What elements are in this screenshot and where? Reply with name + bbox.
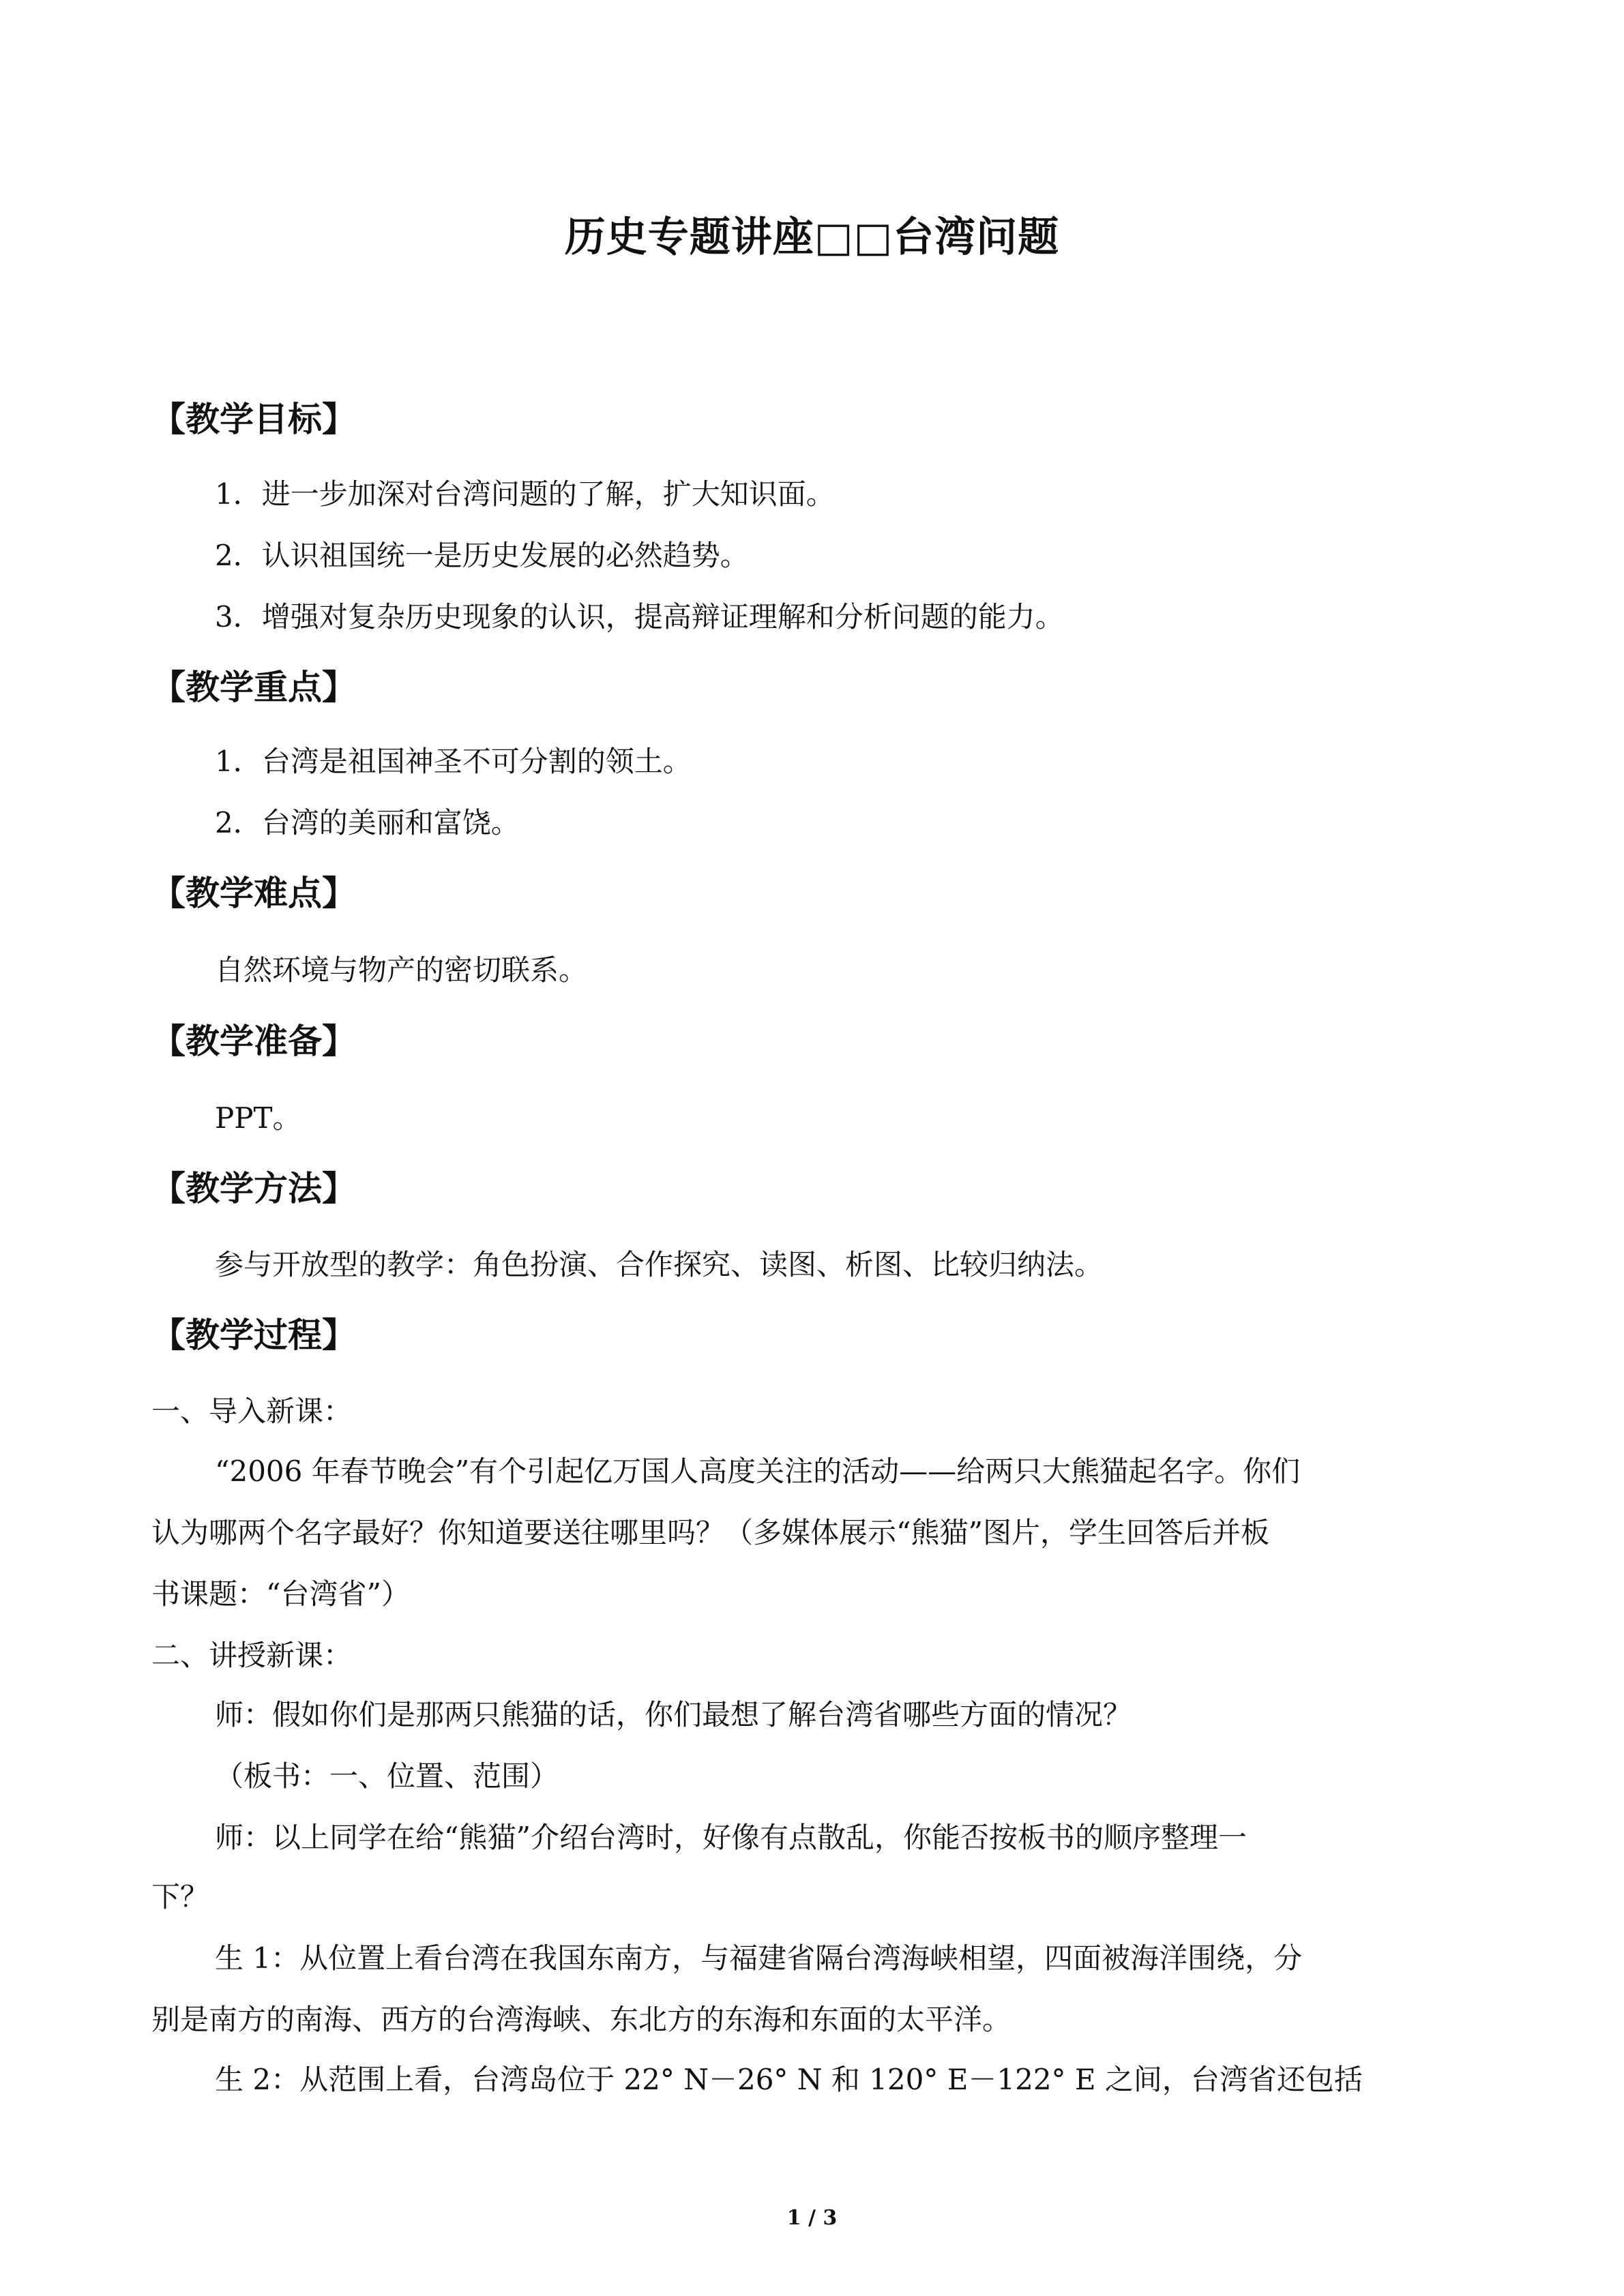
- key-point-item-1: 1．台湾是祖国神圣不可分割的领土。: [215, 745, 692, 778]
- methods-text: 参与开放型的教学：角色扮演、合作探究、读图、析图、比较归纳法。: [215, 1248, 1104, 1281]
- process-line-10: 生 1：从位置上看台湾在我国东南方，与福建省隔台湾海峡相望，四面被海洋围绕，分: [215, 1941, 1303, 1975]
- process-line-4: 书课题：“台湾省”）: [151, 1577, 410, 1611]
- process-line-1: 一、导入新课：: [151, 1395, 353, 1428]
- objective-item-2: 2．认识祖国统一是历史发展的必然趋势。: [215, 539, 749, 572]
- process-line-6: 师：假如你们是那两只熊猫的话，你们最想了解台湾省哪些方面的情况？: [215, 1698, 1132, 1731]
- objective-item-1: 1．进一步加深对台湾问题的了解，扩大知识面。: [215, 477, 835, 511]
- objective-item-3: 3．增强对复杂历史现象的认识，提高辩证理解和分析问题的能力。: [215, 600, 1064, 633]
- process-line-9: 下？: [151, 1880, 209, 1913]
- page-number: 1 / 3: [786, 2206, 838, 2230]
- process-line-7: （板书：一、位置、范围）: [215, 1759, 559, 1793]
- section-heading-difficulties: 【教学难点】: [151, 874, 356, 913]
- process-line-3: 认为哪两个名字最好？你知道要送往哪里吗？（多媒体展示“熊猫”图片，学生回答后并板: [151, 1516, 1269, 1549]
- process-line-12: 生 2：从范围上看，台湾岛位于 22° N－26° N 和 120° E－122° E 之间，台湾省还包括: [215, 2063, 1363, 2096]
- section-heading-key-points: 【教学重点】: [151, 668, 356, 707]
- process-line-5: 二、讲授新课：: [151, 1639, 353, 1672]
- section-heading-preparation: 【教学准备】: [151, 1022, 356, 1061]
- section-heading-objectives: 【教学目标】: [151, 400, 356, 439]
- section-heading-process: 【教学过程】: [151, 1315, 356, 1355]
- section-heading-methods: 【教学方法】: [151, 1169, 356, 1208]
- key-point-item-2: 2．台湾的美丽和富饶。: [215, 806, 520, 839]
- process-line-2: “2006 年春节晚会”有个引起亿万国人高度关注的活动——给两只大熊猫起名字。你们: [215, 1455, 1301, 1488]
- page-title: 历史专题讲座□□台湾问题: [564, 213, 1060, 261]
- process-line-8: 师：以上同学在给“熊猫”介绍台湾时，好像有点散乱，你能否按板书的顺序整理一: [215, 1821, 1247, 1854]
- difficulties-text: 自然环境与物产的密切联系。: [215, 953, 588, 987]
- preparation-text: PPT。: [215, 1101, 301, 1135]
- process-line-11: 别是南方的南海、西方的台湾海峡、东北方的东海和东面的太平洋。: [151, 2003, 1012, 2036]
